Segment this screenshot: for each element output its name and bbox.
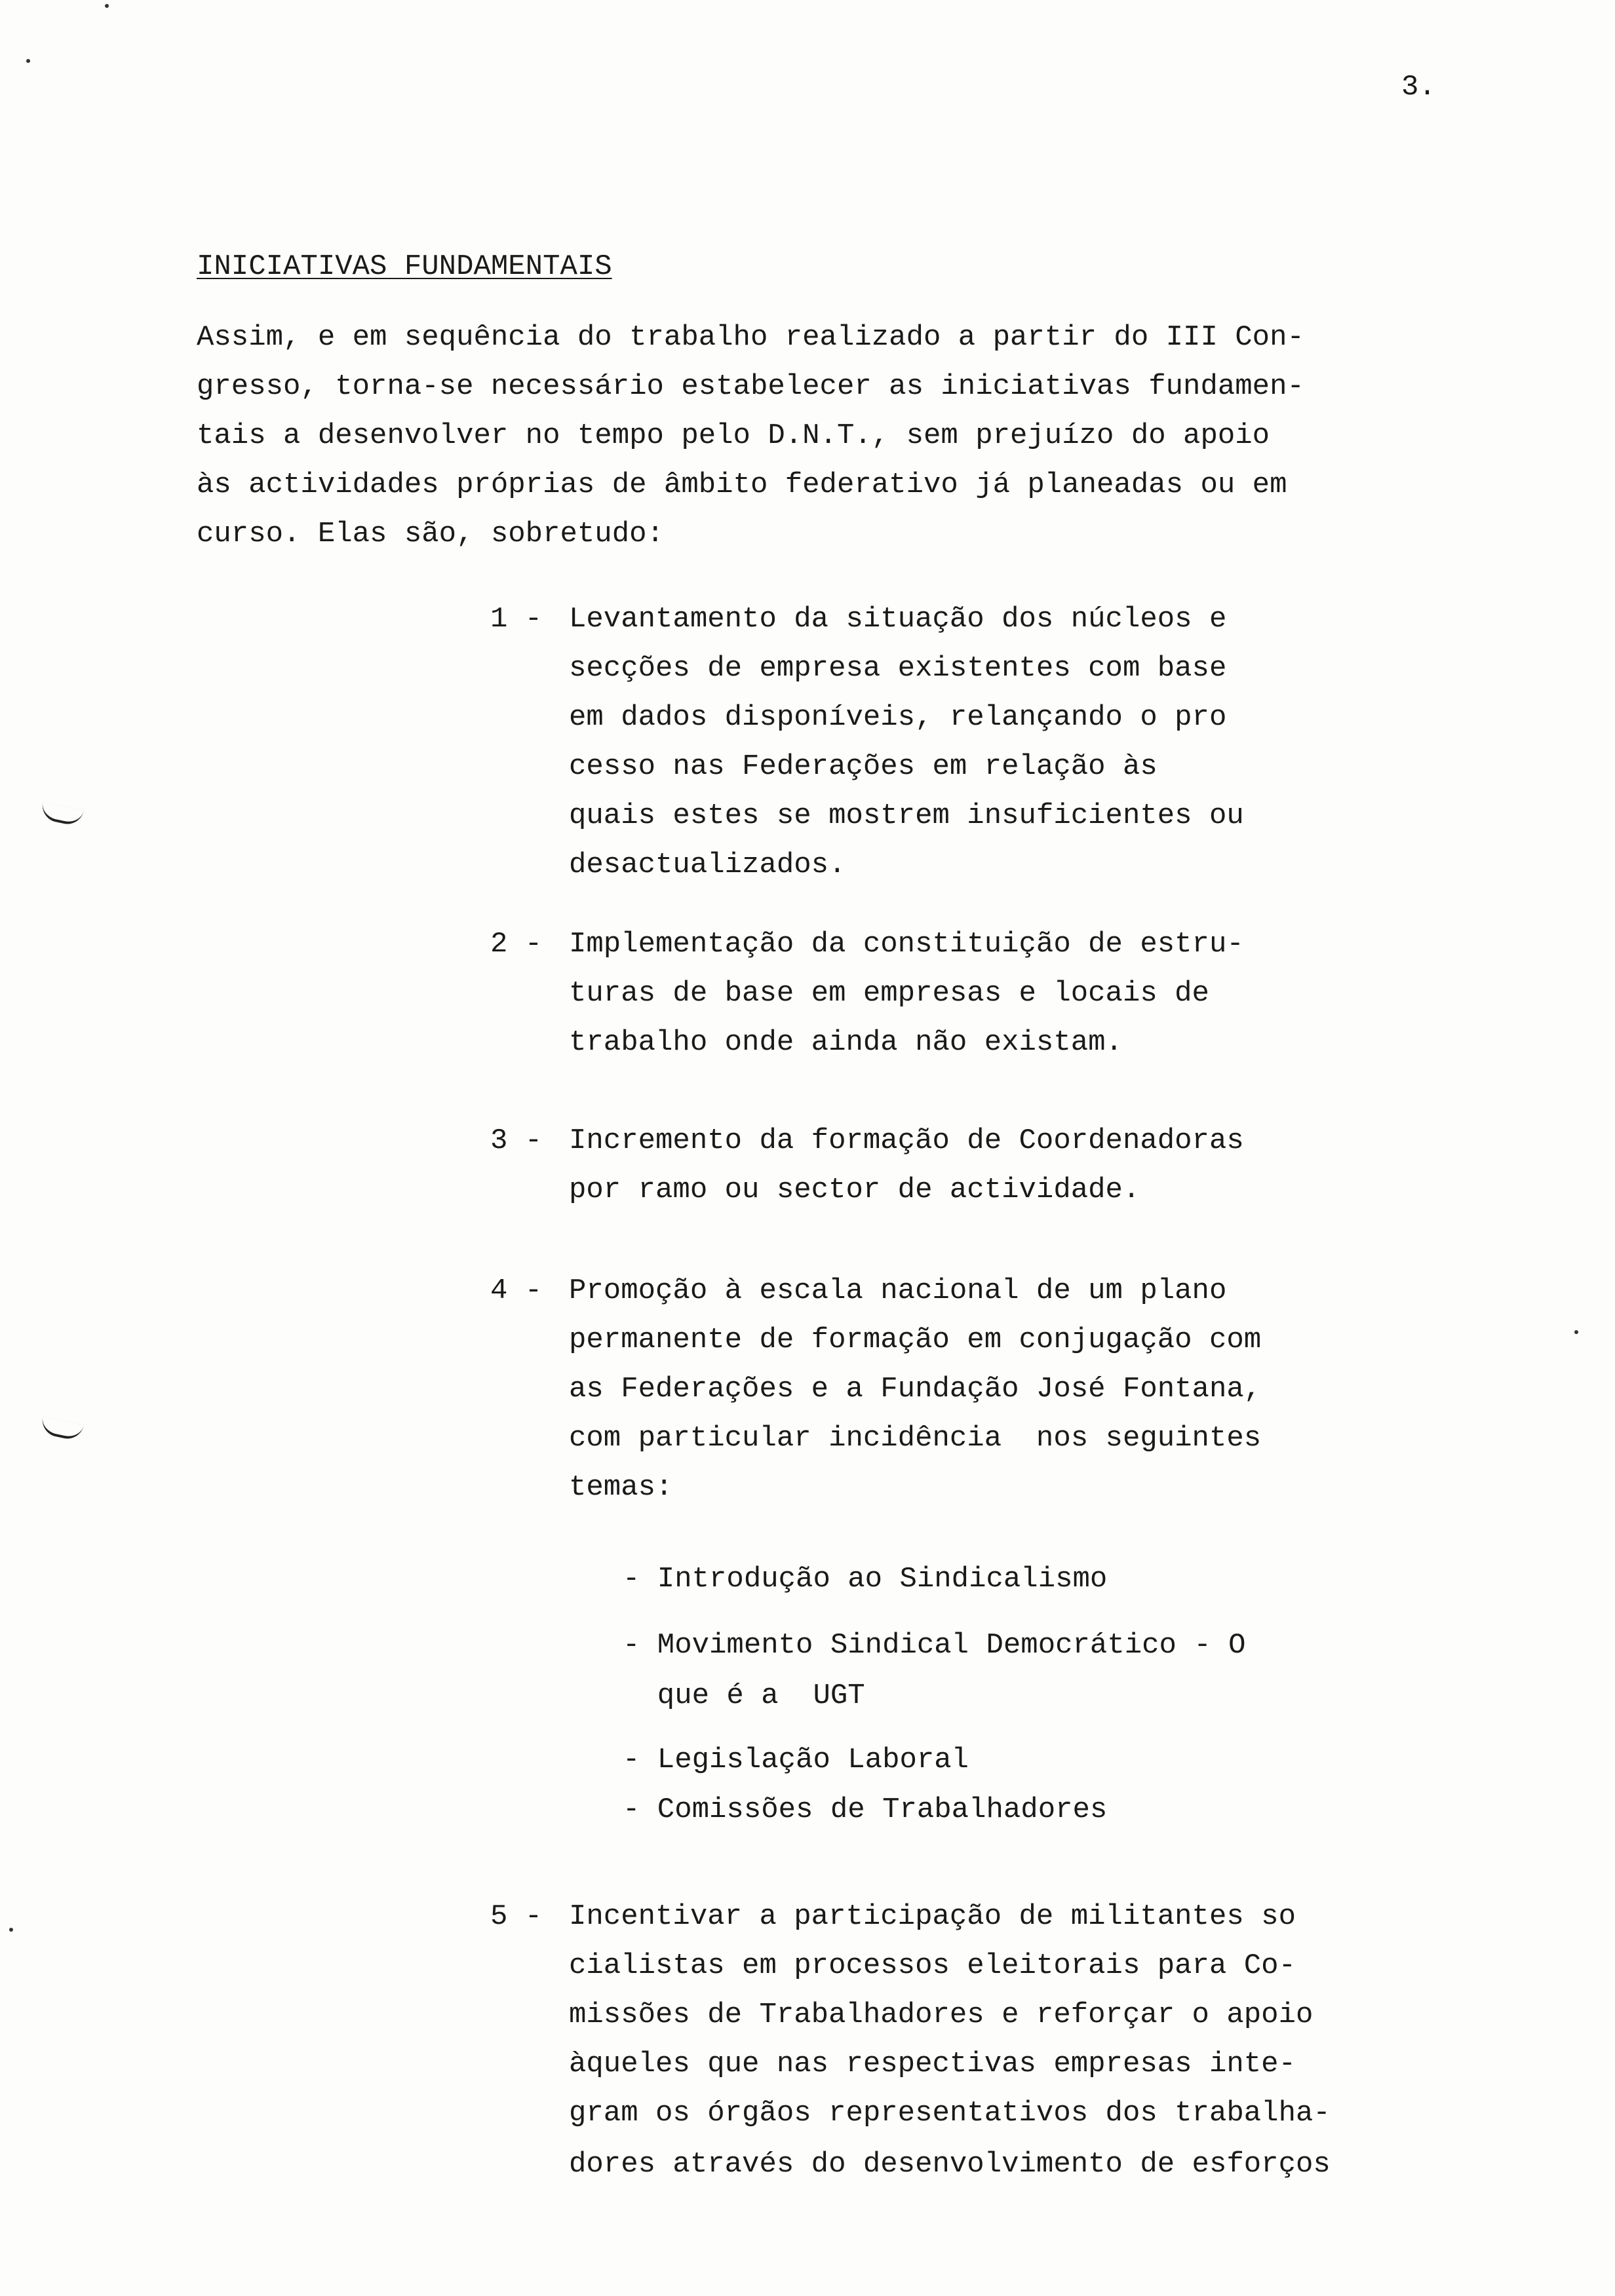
item-line: em dados disponíveis, relançando o pro bbox=[569, 701, 1227, 734]
scan-speck bbox=[105, 4, 109, 8]
item-line: trabalho onde ainda não existam. bbox=[569, 1026, 1123, 1059]
item-line: desactualizados. bbox=[569, 849, 846, 881]
item-line: Promoção à escala nacional de um plano bbox=[569, 1274, 1227, 1307]
scan-speck bbox=[1574, 1330, 1578, 1334]
item-line: Incremento da formação de Coordenadoras bbox=[569, 1124, 1244, 1157]
item-number: 2 - bbox=[490, 928, 543, 961]
item-line: Levantamento da situação dos núcleos e bbox=[569, 603, 1227, 636]
item-number: 3 - bbox=[490, 1124, 543, 1157]
item-line: por ramo ou sector de actividade. bbox=[569, 1174, 1140, 1206]
page-number: 3. bbox=[1401, 71, 1436, 104]
item-line: quais estes se mostrem insuficientes ou bbox=[569, 799, 1244, 832]
intro-line: Assim, e em sequência do trabalho realizado a partir do III Con- bbox=[197, 321, 1304, 354]
scan-speck bbox=[26, 59, 30, 63]
item-line: Incentivar a participação de militantes so bbox=[569, 1900, 1296, 1933]
item-line: gram os órgãos representativos dos trabalha- bbox=[569, 2097, 1331, 2130]
section-heading: INICIATIVAS FUNDAMENTAIS bbox=[197, 250, 612, 283]
item-number: 4 - bbox=[490, 1274, 543, 1307]
topic-item: - Comissões de Trabalhadores bbox=[623, 1793, 1108, 1826]
item-line: àqueles que nas respectivas empresas inte- bbox=[569, 2048, 1296, 2080]
topic-item: - Legislação Laboral bbox=[623, 1744, 969, 1776]
intro-line: tais a desenvolver no tempo pelo D.N.T., sem prejuízo do apoio bbox=[197, 419, 1270, 452]
intro-paragraph bbox=[197, 313, 1304, 559]
item-line: missões de Trabalhadores e reforçar o apoio bbox=[569, 1999, 1313, 2031]
intro-line: curso. Elas são, sobretudo: bbox=[197, 518, 664, 550]
item-line: cesso nas Federações em relação às bbox=[569, 750, 1158, 783]
item-line: Implementação da constituição de estru- bbox=[569, 928, 1244, 961]
scan-speck bbox=[9, 1928, 13, 1932]
binder-mark bbox=[39, 1417, 84, 1442]
item-line: dores através do desenvolvimento de esforços bbox=[569, 2148, 1331, 2181]
item-line: cialistas em processos eleitorais para Co- bbox=[569, 1949, 1296, 1982]
topic-item: - Introdução ao Sindicalismo bbox=[623, 1563, 1108, 1596]
item-line: secções de empresa existentes com base bbox=[569, 652, 1227, 685]
item-number: 1 - bbox=[490, 603, 543, 636]
topic-item: - Movimento Sindical Democrático - O bbox=[623, 1629, 1246, 1662]
intro-line: às actividades próprias de âmbito federativo já planeadas ou em bbox=[197, 469, 1287, 501]
item-number: 5 - bbox=[490, 1900, 543, 1933]
intro-line: gresso, torna-se necessário estabelecer as iniciativas fundamen- bbox=[197, 370, 1304, 403]
item-line: temas: bbox=[569, 1471, 673, 1504]
item-line: com particular incidência nos seguintes bbox=[569, 1422, 1262, 1455]
item-line: as Federações e a Fundação José Fontana, bbox=[569, 1373, 1262, 1406]
item-line: permanente de formação em conjugação com bbox=[569, 1324, 1262, 1356]
topic-item: que é a UGT bbox=[623, 1679, 865, 1712]
binder-mark bbox=[39, 802, 84, 828]
item-line: turas de base em empresas e locais de bbox=[569, 977, 1209, 1010]
